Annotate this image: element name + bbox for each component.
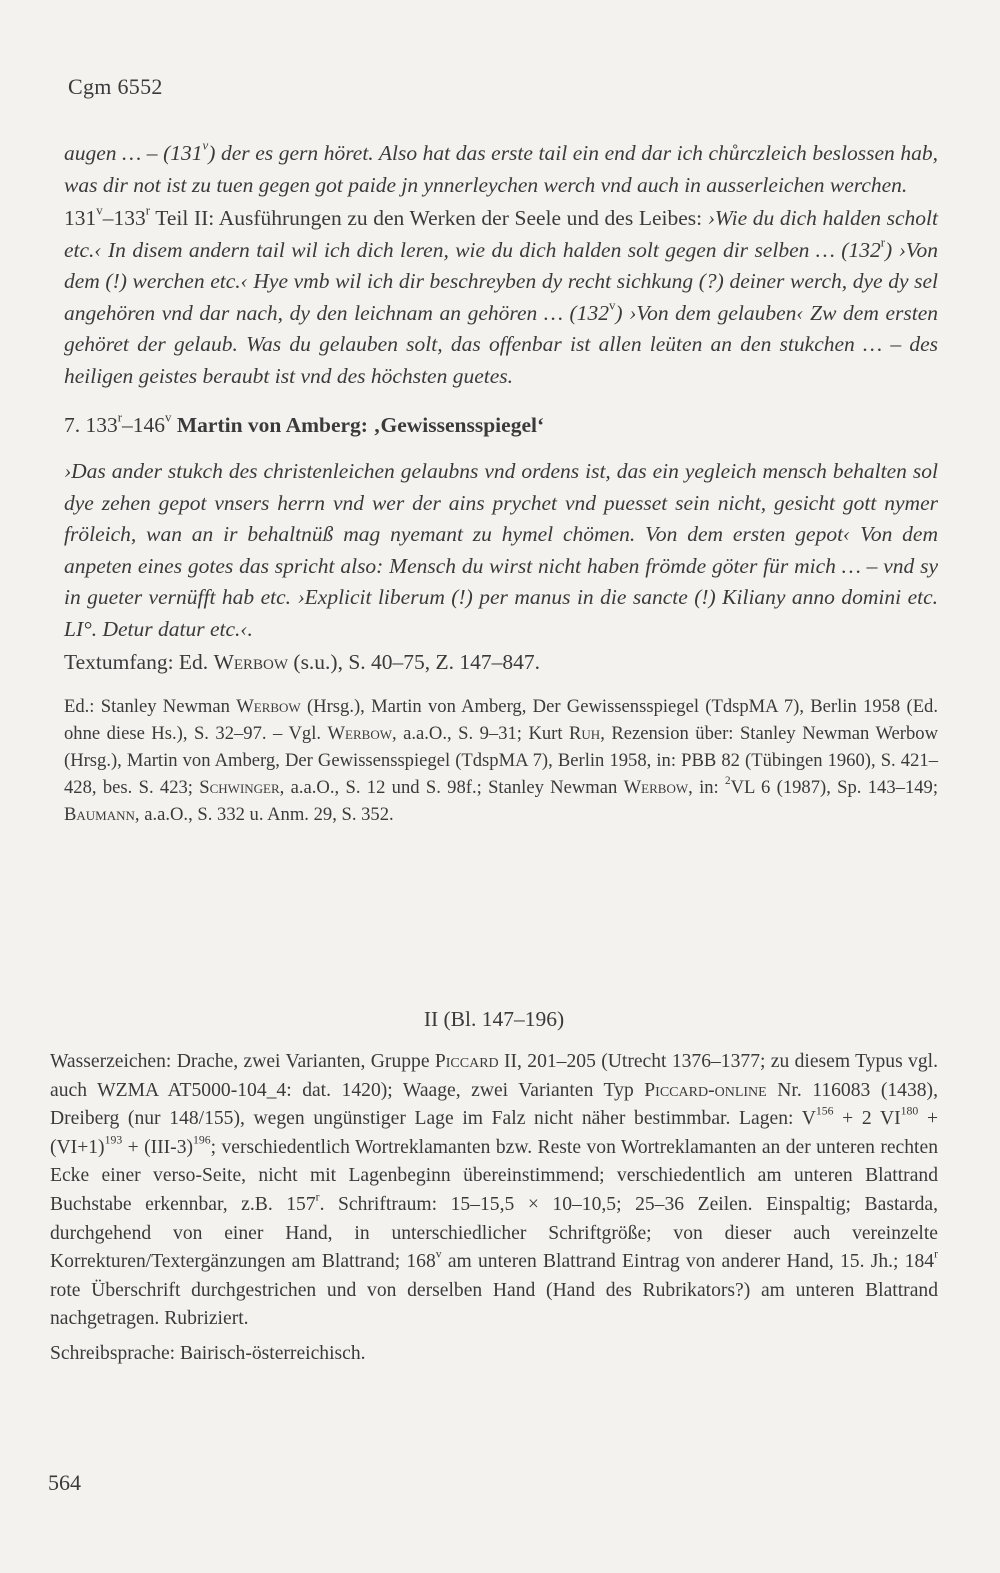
paragraph-schreibsprache: Schreibsprache: Bairisch-österreichisch.: [50, 1342, 366, 1364]
text-block-upper: [64, 138, 938, 829]
page-number: 564: [48, 1470, 81, 1495]
paragraph-teil-i-end: augen … – (131$^v$) der es gern höret. Also hat das erste tail ein end dar ich chůrczleich beslossen hab, was dir not ist zu tuen gegen got paide jn ynnerleychen werch vnd auch in ausserleichen werchen.: [64, 138, 938, 197]
paragraph-gewissensspiegel-text: ›Das ander stukch des christenleichen gelaubns vnd ordens ist, das ein yegleich mensch behalten sol dye zehen gepot vnsers herrn vnd wer der ains prychet vnd puesset sein nicht, gesicht gott nymer fröleich, wan an ir behaltnüß mag nyemant zu hymel chömen. Von dem ersten gepot‹ Von dem anpeten eines gotes das spricht also: Mensch du wirst nicht haben frömde göter für mich … – vnd sy in gueter vernüfft hab etc. ›Explicit liberum (!) per manus in die sancte (!) Kiliany anno domini etc. LI°. Detur datur etc.‹.: [64, 459, 938, 641]
section-two-heading: II (Bl. 147–196): [423, 1007, 565, 1031]
running-head: Cgm 6552: [68, 74, 163, 99]
paragraph-textumfang: Textumfang: Ed. Werbow (s.u.), S. 40–75, Z. 147–847.: [64, 650, 541, 674]
section-heading: 7. 133$^r$–146$^v$ Martin von Amberg: ‚Gewissensspiegel‘: [64, 410, 545, 437]
paragraph-teil-ii: 131$^v$–133$^r$ Teil II: Ausführungen zu den Werken der Seele und des Leibes: ›Wie du dich halden scholt etc.‹ In disem andern tail wil ich dich leren, wie du dich halden solt gegen dir selben … (132$^r$) ›Von dem (!) werchen etc.‹ Hye vmb wil ich dir beschreyben dy recht sichkung (?) deiner werch, dye dy sel angehören vnd dar nach, dy den leichnam an gehören … (132$^v$) ›Von dem gelauben‹ Zw dem ersten gehöret der gelaub. Was du gelauben solt, das offenbar ist allen leüten an den stukchen … – des heiligen geistes beraubt ist vnd des höchsten guetes.: [64, 203, 938, 388]
text-block-lower: [50, 988, 938, 1369]
paragraph-edition-references: Ed.: Stanley Newman Werbow (Hrsg.), Martin von Amberg, Der Gewissensspiegel (TdspMA 7), Berlin 1958 (Ed. ohne diese Hs.), S. 32–97. – Vgl. Werbow, a.a.O., S. 9–31; Kurt Ruh, Rezension über: Stanley Newman Werbow (Hrsg.), Martin von Amberg, Der Gewissensspiegel (TdspMA 7), Berlin 1958, in: PBB 82 (Tübingen 1960), S. 421–428, bes. S. 423; Schwinger, a.a.O., S. 12 und S. 98f.; Stanley Newman Werbow, in: $^2$VL 6 (1987), Sp. 143–149; Baumann, a.a.O., S. 332 u. Anm. 29, S. 352.: [64, 695, 938, 826]
paragraph-wasserzeichen: Wasserzeichen: Drache, zwei Varianten, Gruppe Piccard II, 201–205 (Utrecht 1376–1377; zu diesem Typus vgl. auch WZMA AT5000-104_4: dat. 1420); Waage, zwei Varianten Typ Piccard-online Nr. 116083 (1438), Dreiberg (nur 148/155), wegen ungünstiger Lage im Falz nicht näher bestimmbar. Lagen: $V^{156} + 2$ $VI^{180} + (VI+1)^{193} + (III-3)^{196}$; verschiedentlich Wortreklamanten bzw. Reste von Wortreklamanten an der unteren rechten Ecke einer verso-Seite, nicht mit Lagenbeginn übereinstimmend; verschiedentlich am unteren Blattrand Buchstabe erkennbar, z.B. 157$^r$. Schriftraum: 15–15,5 × 10–10,5; 25–36 Zeilen. Einspaltig; Bastarda, durchgehend von einer Hand, in unterschiedlicher Schriftgröße; von dieser auch vereinzelte Korrekturen/Textergänzungen am Blattrand; 168$^v$ am unteren Blattrand Eintrag von anderer Hand, 15. Jh.; 184$^r$ rote Überschrift durchgestrichen und von derselben Hand (Hand des Rubrikators?) am unteren Blattrand nachgetragen. Rubriziert.: [50, 1051, 938, 1330]
